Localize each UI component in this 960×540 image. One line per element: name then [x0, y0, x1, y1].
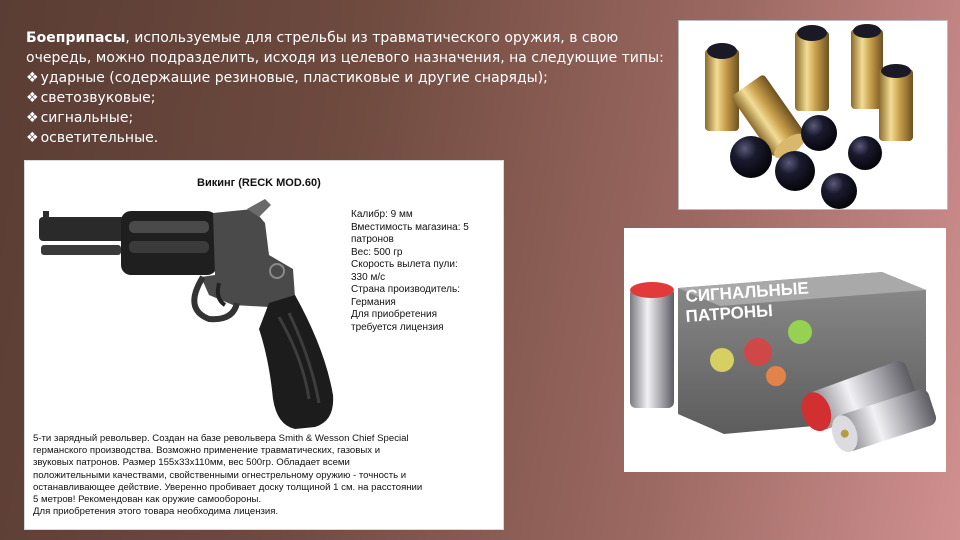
- spec-line: Германия: [351, 296, 396, 308]
- spec-line: 330 м/с: [351, 271, 386, 283]
- box-label-line-1: СИГНАЛЬНЫЕ: [684, 278, 810, 306]
- spec-line: Страна производитель:: [351, 284, 460, 295]
- list-item: [26, 68, 674, 88]
- intro-text: [26, 28, 674, 148]
- signal-cartridges-photo: [624, 228, 946, 472]
- description-line: положительными качествами, свойственными огнестрельному оружию - точность и: [33, 469, 407, 481]
- box-label-line-2: ПАТРОНЫ: [684, 300, 774, 326]
- description-line: 5 метров! Рекомендован как оружие самообороны.: [33, 494, 262, 506]
- spec-line: Для приобретения: [351, 309, 437, 320]
- spec-list: [351, 209, 501, 334]
- spec-line: Вес: 500 гр: [351, 246, 403, 258]
- bullet-marker-icon: ❖: [26, 70, 39, 86]
- list-item-text: осветительные.: [40, 130, 159, 146]
- revolver-image: [33, 199, 353, 439]
- bullet-marker-icon: ❖: [26, 110, 39, 126]
- spec-line: патронов: [351, 234, 394, 245]
- bullet-marker-icon: ❖: [26, 90, 39, 106]
- spec-line: Скорость вылета пули:: [351, 259, 458, 270]
- description-line: останавливающее действие. Уверенно пробивает доску толщиной 1 см. на расстоянии: [33, 481, 423, 493]
- rubber-bullet-cartridges-photo: [678, 20, 948, 210]
- description-line: германского производства. Возможно применение травматических, газовых и: [33, 445, 381, 457]
- list-item: [26, 108, 674, 128]
- bullet-marker-icon: ❖: [26, 130, 39, 146]
- ammo-type-list: [26, 68, 674, 148]
- description-line: 5-ти зарядный револьвер. Создан на базе револьвера Smith & Wesson Chief Special: [33, 433, 409, 444]
- revolver-card: [24, 160, 504, 530]
- list-item-text: ударные (содержащие резиновые, пластиковые и другие снаряды);: [40, 70, 548, 86]
- card-title: Викинг (RECK MOD.60): [197, 177, 321, 189]
- intro-lead-bold: Боеприпасы: [26, 30, 126, 46]
- list-item-text: светозвуковые;: [40, 90, 156, 106]
- spec-line: требуется лицензия: [351, 321, 444, 333]
- list-item-text: сигнальные;: [40, 110, 134, 126]
- revolver-description: [33, 433, 499, 518]
- list-item: [26, 88, 674, 108]
- spec-line: Калибр: 9 мм: [351, 209, 413, 220]
- intro-lead-rest: , используемые для стрельбы из травматического оружия, в свою очередь, можно подразделить, исходя из целевого назначения, на следующие типы:: [26, 30, 664, 66]
- list-item: [26, 128, 674, 148]
- description-line: звуковых патронов. Размер 155х33х110мм, вес 500гр. Обладает всеми: [33, 457, 350, 469]
- description-line: Для приобретения этого товара необходима лицензия.: [33, 506, 279, 518]
- spec-line: Вместимость магазина: 5: [351, 221, 469, 233]
